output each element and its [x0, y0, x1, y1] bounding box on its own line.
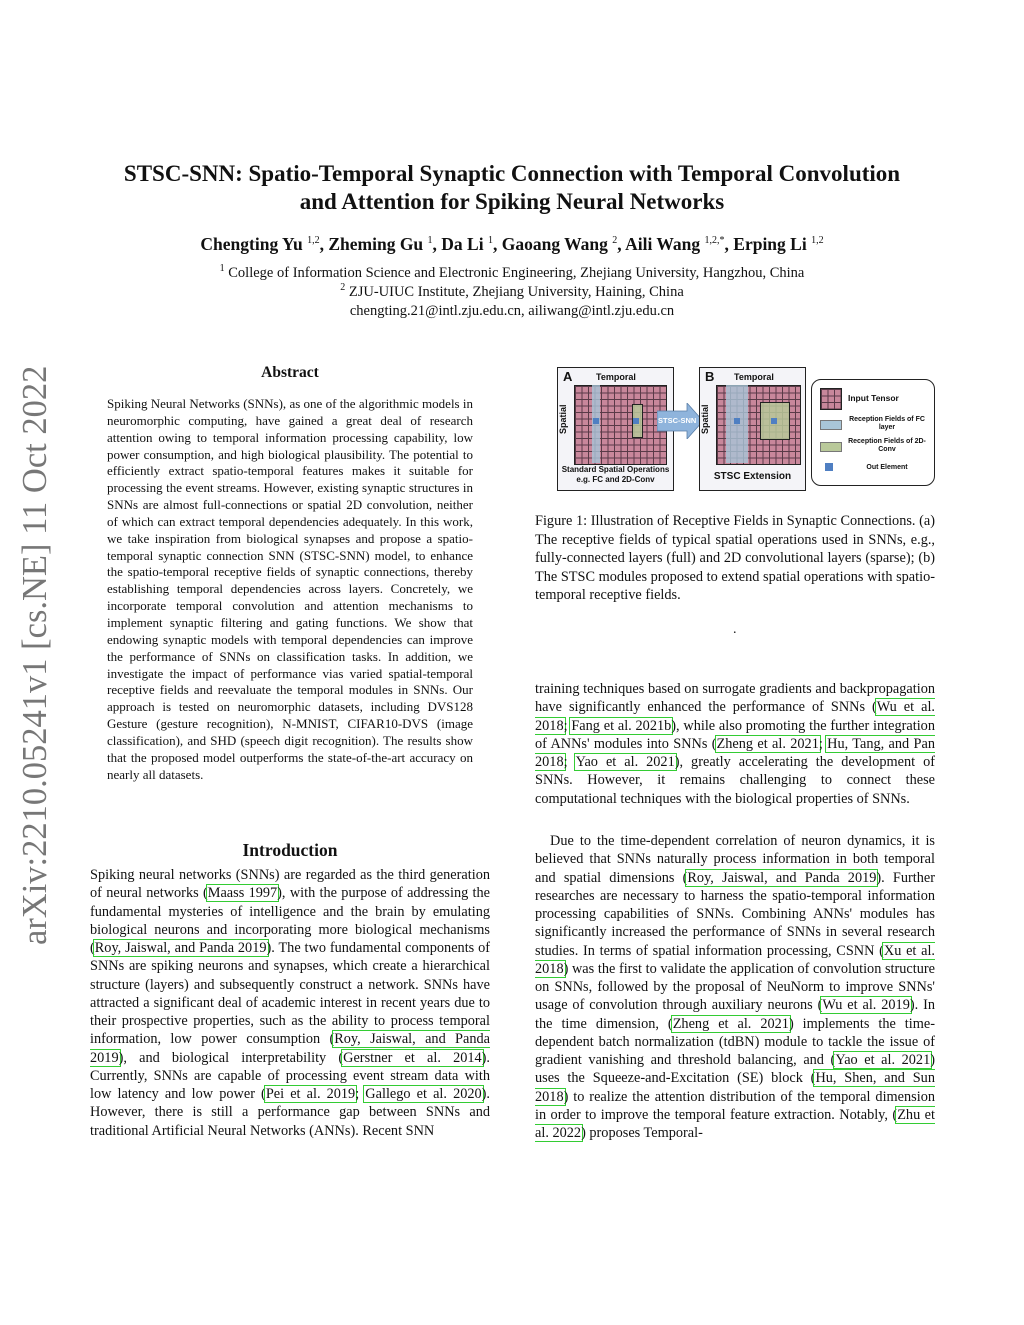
citation-link[interactable]: Fang et al. 2021b [571, 717, 672, 734]
introduction-heading: Introduction [242, 840, 338, 860]
abstract-heading: Abstract [261, 364, 319, 381]
author: Gaoang Wang $^2$, [501, 234, 626, 254]
citation-link[interactable]: Gallego et al. 2020 [365, 1086, 482, 1102]
panel-a-tensor-grid [574, 385, 667, 465]
figure-dot: . [733, 622, 737, 637]
citation-link[interactable]: Yao et al. 2021 [575, 754, 675, 770]
figure-legend [811, 379, 935, 486]
arxiv-stamp: arXiv:2210.05241v1 [cs.NE] 11 Oct 2022 [16, 365, 54, 945]
legend-out-label: Out Element [866, 464, 908, 471]
panel-b-spatial-label: Spatial [700, 404, 710, 434]
author-list [0, 234, 1024, 255]
affiliation-2: $^2$ ZJU-UIUC Institute, Zhejiang University, Haining, China [340, 282, 684, 300]
citation-link[interactable]: Roy, Jaiswal, and Panda 2019 [687, 869, 877, 886]
citation-link[interactable]: Wu et al. 2019 [822, 997, 910, 1014]
introduction-paragraph: Spiking neural networks (SNNs) are regarded as the third generation of neural networks (Maass 1997), with the purpose of addressing the fundamental mysteries of intelligence and the brain by emulating biological neurons and incorporating more biological mechanisms (Roy, Jaiswal, and Panda 2019). The two fundamental components of SNNs are spiking neurons and synapses, which create a hierarchical structure (layers) and subsequently construct a network. SNNs have attracted a significant deal of academic interest in recent years due to their prospective properties, such as the ability to process temporal information, low power consumption (Roy, Jaiswal, and Panda 2019), and biological interpretability (Gerstner et al. 2014). Currently, SNNs are capable of processing event stream data with low latency and low power (Pei et al. 2019; Gallego et al. 2020). However, there is still a performance gap between SNNs and traditional Artificial Neural Networks (ANNs). Recent SNN [90, 867, 491, 1139]
panel-a-spatial-label: Spatial [558, 404, 568, 434]
citation-link[interactable]: Hu, Tang, and Pan 2018 [535, 735, 935, 770]
author: Da Li $^1$, [441, 234, 502, 254]
citation-link[interactable]: Zheng et al. 2021 [716, 735, 819, 752]
legend-conv-swatch [820, 442, 842, 452]
title-line-1: STSC-SNN: Spatio-Temporal Synaptic Connection with Temporal Convolution [123, 161, 901, 186]
title-line-2: and Attention for Spiking Neural Networks [299, 189, 725, 214]
citation-link[interactable]: Wu et al. 2018 [535, 699, 935, 734]
citation-link[interactable]: Zheng et al. 2021 [672, 1015, 789, 1032]
figure-caption: Figure 1: Illustration of Receptive Fields in Synaptic Connections. (a) The receptive fields of typical spatial operations used in SNNs, e.g., fully-connected layers (full) and 2D convolutional layers (sparse); (b) The STSC modules proposed to extend spatial operations with spatio-temporal receptive fields. [535, 513, 935, 603]
arrow-label: STSC-SNN [658, 416, 697, 425]
paper-title [0, 160, 1024, 216]
author: Chengting Yu $^{1,2}$, [200, 234, 329, 254]
panel-b-out-element [771, 418, 777, 424]
legend-input-swatch [820, 388, 842, 410]
author: Zheming Gu $^1$, [328, 234, 442, 254]
legend-fc-swatch [820, 420, 842, 430]
author: Erping Li $^{1,2}$ [733, 234, 824, 254]
citation-link[interactable]: Xu et al. 2018 [535, 942, 935, 977]
legend-input-label: Input Tensor [848, 393, 899, 403]
panel-a-out-element [633, 418, 639, 424]
panel-b-caption: STSC Extension [713, 471, 792, 482]
figure-panel-b [699, 367, 806, 491]
author-emails: chengting.21@intl.zju.edu.cn, ailiwang@intl.zju.edu.cn [349, 303, 675, 319]
author: Aili Wang $^{1,2,*}$, [625, 234, 734, 254]
legend-conv-label: Reception Fields of 2D-Conv [848, 438, 926, 453]
citation-link[interactable]: Gerstner et al. 2014 [343, 1049, 482, 1066]
figure-1 [557, 365, 935, 495]
panel-b-out-element [734, 418, 740, 424]
right-paragraph-2: Due to the time-dependent correlation of neuron dynamics, it is believed that SNNs naturally process information in both temporal and spatial dimensions (Roy, Jaiswal, and Panda 2019). Further researches are necessary to harness the spatio-temporal information processing capabilities of SNNs. Combining ANNs' modules has significantly increased the performance of SNNs in several research studies. In terms of spatial information processing, CSNN (Xu et al. 2018) was the first to validate the application of convolution structure on SNNs, followed by the proposal of NeuNorm to improve SNNs' usage of convolution through auxiliary neurons (Wu et al. 2019). In the time dimension, (Zheng et al. 2021) implements the time-dependent batch normalization (tdBN) module to tackle the issue of gradient vanishing and threshold balancing, and (Yao et al. 2021) uses the Squeeze-and-Excitation (SE) block (Hu, Shen, and Sun 2018) to realize the attention distribution of the temporal dimension in order to improve the temporal feature extraction. Notably, (Zhu et al. 2022) proposes Temporal- [535, 833, 936, 1141]
abstract-body: Spiking Neural Networks (SNNs), as one of the algorithmic models in neuromorphic computing, have gained a great deal of research attention owing to temporal information processing capability, low power consumption, and high biological plausibility. The potential to efficiently extract spatio-temporal features makes it suitable for processing the event streams. However, existing synaptic structures in SNNs are almost full-connections or spatial 2D convolution, neither of which can extract temporal dependencies adequately. In this work, we take inspiration from biological synapses and propose a spatio-temporal synaptic connection SNN (STSC-SNN) model, to enhance the spatio-temporal receptive fields of synaptic connections, thereby establishing temporal dependencies across layers. Concretely, we incorporate temporal convolution and attention mechanisms to implement synaptic filtering and gating functions. We show that endowing synaptic models with temporal dependencies can improve the performance of SNNs on classification tasks. In addition, we investigate the impact of performance vias varied spatial-temporal receptive fields and reevaluate the temporal modules in SNNs. Our approach is tested on neuromorphic datasets, including DVS128 Gesture (gesture recognition), N-MNIST, CIFAR10-DVS (image classification), and SHD (speech digit recognition). The results show that the proposed model outperforms the state-of-the-art accuracy on nearly all datasets. [107, 396, 473, 782]
right-paragraph-1: training techniques based on surrogate gradients and backpropagation have significantly enhanced the performance of SNNs (Wu et al. 2018; Fang et al. 2021b), while also promoting the further integration of ANNs' modules into SNNs (Zheng et al. 2021; Hu, Tang, and Pan 2018; Yao et al. 2021), greatly accelerating the development of SNNs. However, it remains challenging to connect these computational techniques with the biological properties of SNNs. [535, 681, 935, 807]
citation-link[interactable]: Zhu et al. 2022 [535, 1106, 935, 1141]
citation-link[interactable]: Roy, Jaiswal, and Panda 2019 [94, 940, 267, 956]
affiliation-1: $^1$ College of Information Science and Electronic Engineering, Zhejiang University, Hangzhou, China [219, 263, 805, 281]
panel-a-out-element [593, 418, 599, 424]
legend-out-swatch [825, 463, 833, 471]
panel-b-letter: B [705, 369, 715, 384]
panel-a-caption: Standard Spatial Operations e.g. FC and 2D-Conv [561, 465, 670, 484]
citation-link[interactable]: Hu, Shen, and Sun 2018 [535, 1070, 935, 1105]
citation-link[interactable]: Pei et al. 2019 [265, 1086, 356, 1102]
panel-b-temporal-label: Temporal [734, 372, 774, 382]
panel-a-fc-field [592, 385, 600, 463]
citation-link[interactable]: Roy, Jaiswal, and Panda 2019 [90, 1031, 490, 1066]
panel-b-fc-field [726, 385, 748, 463]
legend-fc-label: Reception Fields of FC layer [849, 416, 925, 431]
citation-link[interactable]: Maass 1997 [207, 885, 278, 902]
citation-link[interactable]: Yao et al. 2021 [835, 1052, 931, 1068]
panel-a-temporal-label: Temporal [596, 372, 636, 382]
panel-a-letter: A [563, 369, 573, 384]
